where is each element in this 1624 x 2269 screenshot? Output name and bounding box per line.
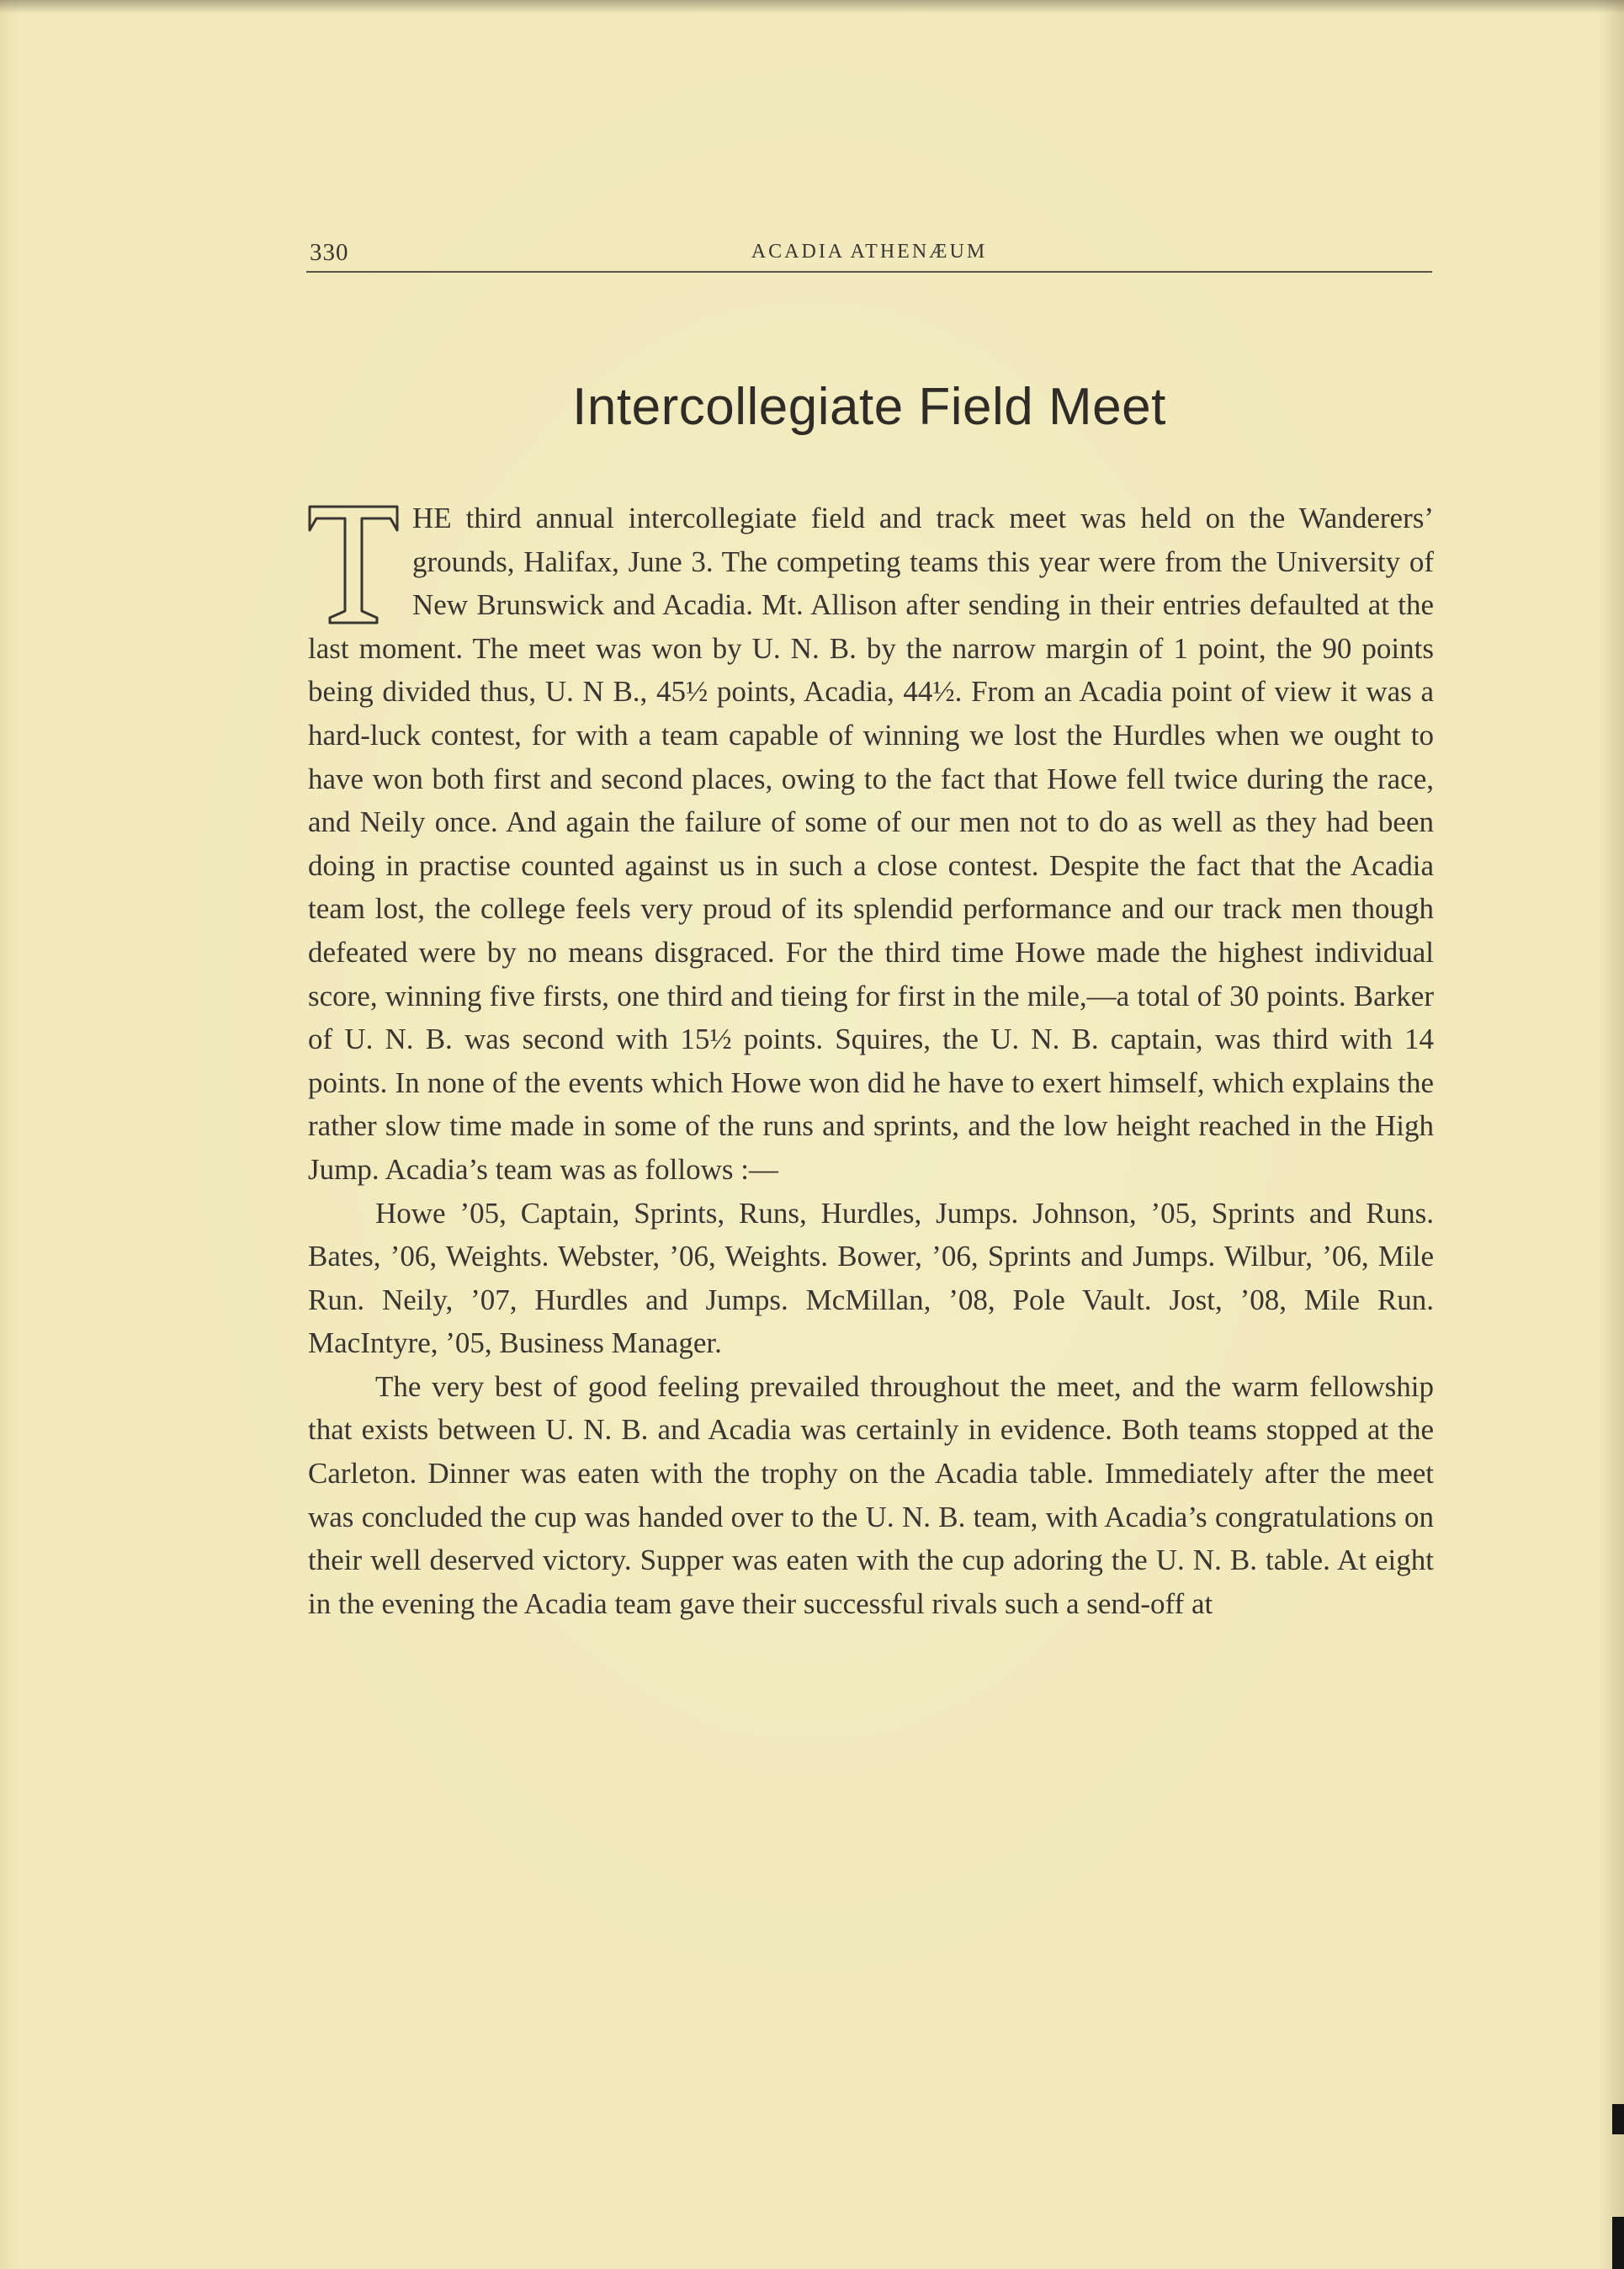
paragraph: The very best of good feeling prevailed throughout the meet, and the warm fellowship that exists between U. N. B. and Acadia was certainly in evidence. Both teams stopped at the Carleton. Dinner was eaten with the trophy on the Acadia table. Immediately after the meet was concluded the cup was handed over to the U. N. B. team, with Acadia’s congratulations on their well deserved victory. Supper was eaten with the cup adoring the U. N. B. table. At eight in the evening the Acadia team gave their successful rivals such a send-off at [308, 1369, 1434, 1620]
page-top-shadow [0, 0, 1624, 13]
page-number: 330 [310, 239, 349, 266]
drop-cap-letter [306, 626, 307, 627]
drop-cap [306, 500, 401, 626]
paragraph: Howe ’05, Captain, Sprints, Runs, Hurdles, Jumps. Johnson, ’05, Sprints and Runs. Bates, ’06, Weights. Webster, ’06, Weights. Bower, ’06, Sprints and Jumps. Wilbur, ’06, Mile Run. Neily, ’07, Hurdles and Jumps. McMillan, ’08, Pole Vault. Jost, ’08, Mile Run. MacIntyre, ’05, Business Manager. [308, 1196, 1434, 1360]
paragraph [308, 497, 1434, 1192]
edge-mark [1612, 2104, 1624, 2134]
running-head [306, 234, 1432, 273]
article-title: Intercollegiate Field Meet [572, 378, 1166, 436]
edge-mark [1612, 2217, 1624, 2269]
journal-title: ACADIA ATHENÆUM [751, 241, 988, 263]
drop-cap-t-glyph [306, 500, 401, 626]
article-body [308, 497, 1434, 1625]
paragraph-text: HE third annual intercollegiate field and track meet was held on the Wanderers’ grounds, Halifax, June 3. The competing teams this year were from the University of New Brunswick and Acadia. Mt. Allison after sending in their entries defaulted at the last moment. The meet was won by U. N. B. by the narrow margin of 1 point, the 90 points being divided thus, U. N B., 45½ points, Acadia, 44½. From an Acadia point of view it was a hard-luck contest, for with a team capable of winning we lost the Hurdles when we ought to have won both first and second places, owing to the fact that Howe fell twice during the race, and Neily once. And again the failure of some of our men not to do as well as they had been doing in practise counted against us in such a close contest. Despite the fact that the Acadia team lost, the college feels very proud of its splendid performance and our track men though defeated were by no means disgraced. For the third time Howe made the highest individual score, winning five firsts, one third and tieing for first in the mile,—a total of 30 points. Barker of U. N. B. was second with 15½ points. Squires, the U. N. B. captain, was third with 14 points. In none of the events which Howe won did he have to exert himself, which explains the rather slow time made in some of the runs and sprints, and the low height reached in the High Jump. Acadia’s team was as follows :— [308, 502, 1434, 1186]
